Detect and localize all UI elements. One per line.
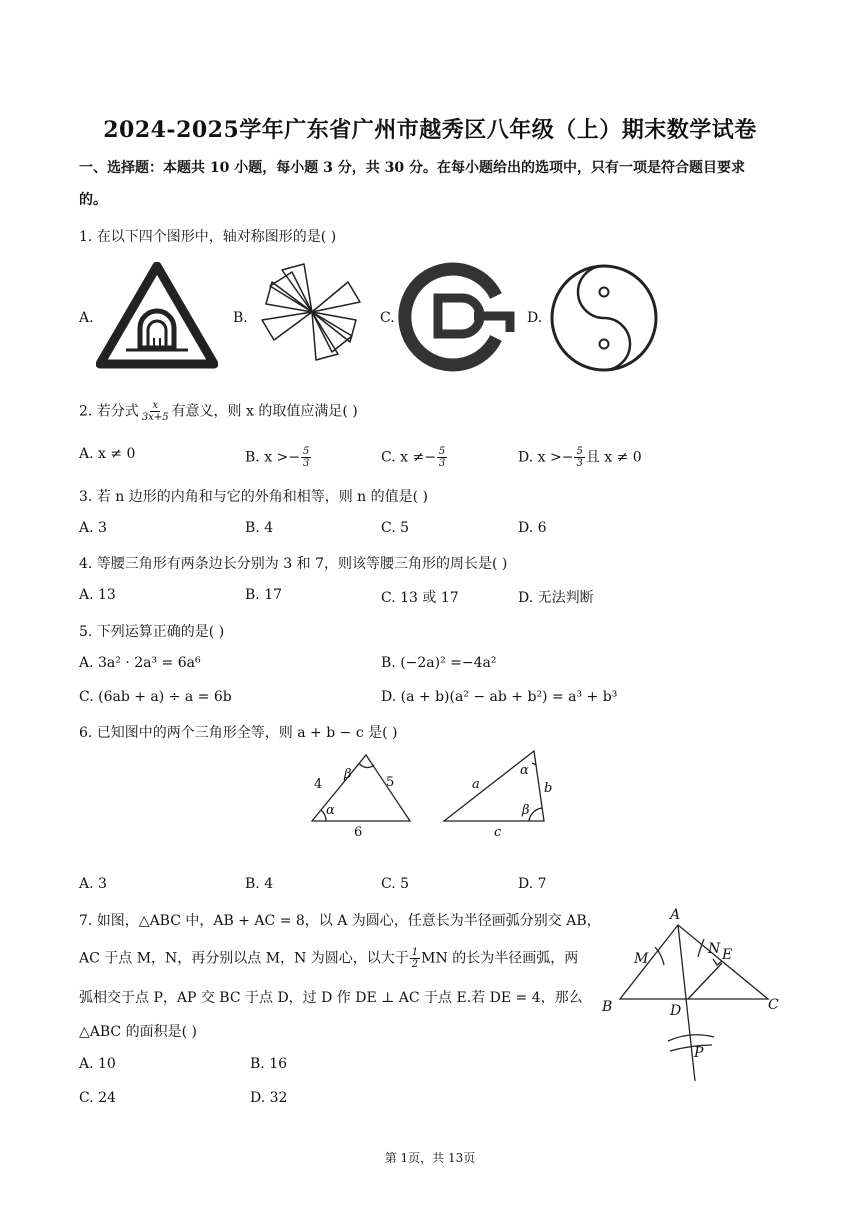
q4-option-a: A. 13 [79, 587, 116, 603]
q7-option-d: D. 32 [250, 1090, 288, 1106]
q6-option-b: B. 4 [245, 876, 274, 892]
q5-option-a: A. 3a² · 2a³ = 6a⁶ [79, 655, 201, 671]
q3-option-c: C. 5 [381, 520, 410, 536]
tri1-side-bottom: 6 [354, 825, 363, 840]
q2-stem: 2. 若分式 $\frac{x}{3x+5}$ 有意义，则 x 的取值应满足( ) [79, 400, 358, 423]
q7-geometry-figure [598, 905, 788, 1083]
q1-label-c: C. [380, 310, 395, 326]
figure-c-g-logo [398, 262, 516, 372]
section-heading-line2: 的。 [79, 192, 107, 208]
q1-label-d: D. [527, 310, 543, 326]
q7-option-a: A. 10 [79, 1056, 116, 1072]
q3-option-d: D. 6 [518, 520, 547, 536]
q7-line4: △ABC 的面积是( ) [79, 1024, 197, 1040]
figure-a-tunnel-sign [96, 262, 218, 370]
tri2-side-c: c [494, 825, 502, 840]
tri2-side-b: b [544, 781, 553, 796]
q6-stem: 6. 已知图中的两个三角形全等，则 a + b − c 是( ) [79, 725, 398, 741]
q6-triangles-figure [306, 748, 556, 840]
q2-option-b: B. x >− $\frac{5}{3}$ [245, 446, 310, 469]
tri1-angle-beta: β [344, 767, 352, 782]
point-a-label: A [670, 907, 681, 923]
point-b-label: B [602, 999, 613, 1015]
q2-option-d: D. x >− $\frac{5}{3}$ 且 x ≠ 0 [518, 446, 642, 469]
q4-option-b: B. 17 [245, 587, 283, 603]
point-e-label: E [722, 947, 733, 963]
q5-stem: 5. 下列运算正确的是( ) [79, 624, 225, 640]
q4-stem: 4. 等腰三角形有两条边长分别为 3 和 7，则该等腰三角形的周长是( ) [79, 556, 508, 572]
q3-stem: 3. 若 n 边形的内角和与它的外角和相等，则 n 的值是( ) [79, 489, 429, 505]
q5-option-c: C. (6ab + a) ÷ a = 6b [79, 689, 232, 705]
q5-option-b: B. (−2a)² =−4a² [381, 655, 497, 671]
figure-b-pinwheel [252, 262, 372, 362]
tri2-side-a: a [472, 777, 480, 792]
tri1-angle-alpha: α [326, 803, 335, 818]
q2-option-c: C. x ≠− $\frac{5}{3}$ [381, 446, 446, 469]
q4-option-c: C. 13 或 17 [381, 590, 459, 606]
q4-option-d: D. 无法判断 [518, 590, 594, 606]
tri2-angle-alpha: α [520, 763, 529, 778]
section-heading-line1: 一、选择题：本题共 10 小题，每小题 3 分，共 30 分。在每小题给出的选项中，只有一项是符合题目要求 [79, 160, 745, 176]
q1-stem: 1. 在以下四个图形中，轴对称图形的是( ) [79, 229, 337, 245]
q6-option-c: C. 5 [381, 876, 410, 892]
point-p-label: P [694, 1045, 704, 1061]
point-d-label: D [670, 1003, 682, 1019]
tri2-angle-beta: β [522, 803, 530, 818]
q2-option-a: A. x ≠ 0 [79, 446, 136, 462]
page-footer: 第 1页，共 13页 [384, 1151, 476, 1165]
q1-label-a: A. [79, 310, 94, 326]
q7-line1: 7. 如图，△ABC 中，AB + AC = 8，以 A 为圆心，任意长为半径画弧分别交 AB， [79, 913, 601, 929]
q7-line2: AC 于点 M，N，再分别以点 M，N 为圆心，以大于 $\frac{1}{2}$ MN 的长为半径画弧，两 [79, 947, 579, 970]
q3-option-a: A. 3 [79, 520, 107, 536]
q6-option-a: A. 3 [79, 876, 107, 892]
q1-label-b: B. [233, 310, 248, 326]
q6-option-d: D. 7 [518, 876, 547, 892]
q7-option-c: C. 24 [79, 1090, 116, 1106]
page-title: 2024-2025学年广东省广州市越秀区八年级（上）期末数学试卷 [103, 117, 757, 143]
q5-option-d: D. (a + b)(a² − ab + b²) = a³ + b³ [381, 689, 618, 705]
tri1-side-right: 5 [386, 775, 395, 790]
point-c-label: C [768, 997, 779, 1013]
point-n-label: N [708, 941, 721, 957]
point-m-label: M [634, 951, 649, 967]
q3-option-b: B. 4 [245, 520, 274, 536]
tri1-side-left: 4 [314, 777, 323, 792]
figure-d-yin-yang [547, 262, 661, 374]
q7-line3: 弧相交于点 P，AP 交 BC 于点 D，过 D 作 DE ⊥ AC 于点 E.若 DE = 4，那么 [79, 990, 583, 1006]
q7-option-b: B. 16 [250, 1056, 288, 1072]
